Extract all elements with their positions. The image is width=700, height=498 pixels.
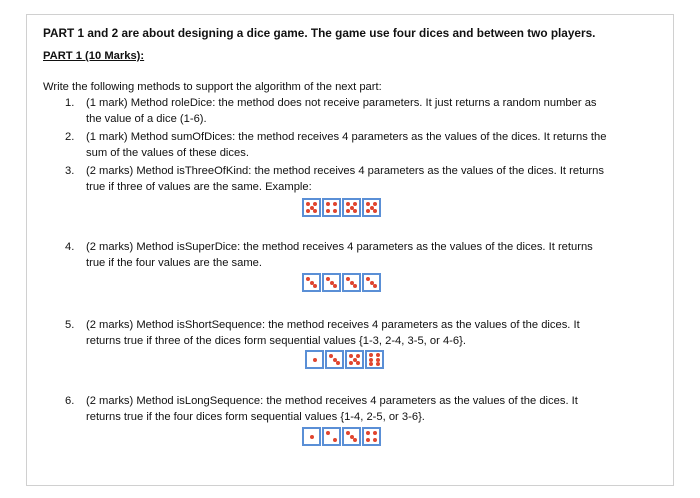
pip [349, 354, 353, 358]
pip [353, 209, 357, 213]
item-text-line: (1 mark) Method sumOfDices: the method receives 4 parameters as the values of the dices. It returns the [86, 131, 607, 143]
die-face-5 [302, 198, 321, 217]
pip [366, 209, 370, 213]
document-title: PART 1 and 2 are about designing a dice game. The game use four dices and between two players. [43, 26, 596, 40]
pip [326, 431, 330, 435]
item-text-line: (2 marks) Method isThreeOfKind: the method receives 4 parameters as the values of the dices. It returns [86, 165, 604, 177]
pip [310, 435, 314, 439]
die-face-3 [362, 273, 381, 292]
pip [366, 431, 370, 435]
die-face-1 [302, 427, 321, 446]
item-number: 4. [65, 241, 75, 253]
die-face-3 [325, 350, 344, 369]
pip [376, 362, 380, 366]
item-text-line: returns true if the four dices form sequential values {1-4, 2-5, or 3-6}. [86, 411, 425, 423]
die-face-5 [362, 198, 381, 217]
pip [366, 202, 370, 206]
pip [373, 284, 377, 288]
pip [366, 277, 370, 281]
pip [346, 209, 350, 213]
pip [373, 438, 377, 442]
pip [313, 209, 317, 213]
item-text-line: sum of the values of these dices. [86, 147, 249, 159]
pip [333, 438, 337, 442]
die-face-4 [362, 427, 381, 446]
pip [333, 202, 337, 206]
item-text-line: (2 marks) Method isLongSequence: the method receives 4 parameters as the values of the dices. It [86, 395, 578, 407]
die-face-3 [322, 273, 341, 292]
item-number: 5. [65, 319, 75, 331]
die-face-6 [365, 350, 384, 369]
die-face-3 [342, 273, 361, 292]
pip [306, 209, 310, 213]
pip [326, 209, 330, 213]
pip [373, 202, 377, 206]
item-text-line: (2 marks) Method isShortSequence: the method receives 4 parameters as the values of the dices. It [86, 319, 580, 331]
pip [326, 277, 330, 281]
intro-text: Write the following methods to support the algorithm of the next part: [43, 81, 382, 93]
pip [346, 431, 350, 435]
pip [306, 277, 310, 281]
pip [349, 361, 353, 365]
pip [373, 431, 377, 435]
pip [306, 202, 310, 206]
pip [369, 362, 373, 366]
item-text-line: true if three of values are the same. Example: [86, 181, 312, 193]
item-text-line: returns true if three of the dices form sequential values {1-3, 2-4, 3-5, or 4-6}. [86, 335, 466, 347]
die-face-3 [342, 427, 361, 446]
pip [326, 202, 330, 206]
pip [336, 361, 340, 365]
pip [346, 202, 350, 206]
pip [333, 209, 337, 213]
die-face-5 [342, 198, 361, 217]
die-face-1 [305, 350, 324, 369]
item-number: 1. [65, 97, 75, 109]
pip [353, 438, 357, 442]
die-face-3 [302, 273, 321, 292]
die-face-2 [322, 427, 341, 446]
pip [346, 277, 350, 281]
pip [353, 284, 357, 288]
pip [313, 202, 317, 206]
pip [313, 358, 317, 362]
item-text-line: (2 marks) Method isSuperDice: the method receives 4 parameters as the values of the dices. It returns [86, 241, 593, 253]
item-text-line: the value of a dice (1-6). [86, 113, 207, 125]
die-face-5 [345, 350, 364, 369]
pip [369, 353, 373, 357]
dice-example [305, 350, 385, 369]
item-number: 3. [65, 165, 75, 177]
pip [356, 354, 360, 358]
pip [373, 209, 377, 213]
dice-example [302, 427, 382, 446]
pip [353, 202, 357, 206]
part1-heading: PART 1 (10 Marks): [43, 50, 145, 62]
dice-example [302, 273, 382, 292]
item-number: 6. [65, 395, 75, 407]
pip [366, 438, 370, 442]
pip [356, 361, 360, 365]
pip [329, 354, 333, 358]
pip [376, 358, 380, 362]
item-number: 2. [65, 131, 75, 143]
pip [376, 353, 380, 357]
die-face-4 [322, 198, 341, 217]
pip [313, 284, 317, 288]
pip [369, 358, 373, 362]
item-text-line: true if the four values are the same. [86, 257, 262, 269]
dice-example [302, 198, 382, 217]
pip [333, 284, 337, 288]
item-text-line: (1 mark) Method roleDice: the method does not receive parameters. It just returns a random number as [86, 97, 597, 109]
